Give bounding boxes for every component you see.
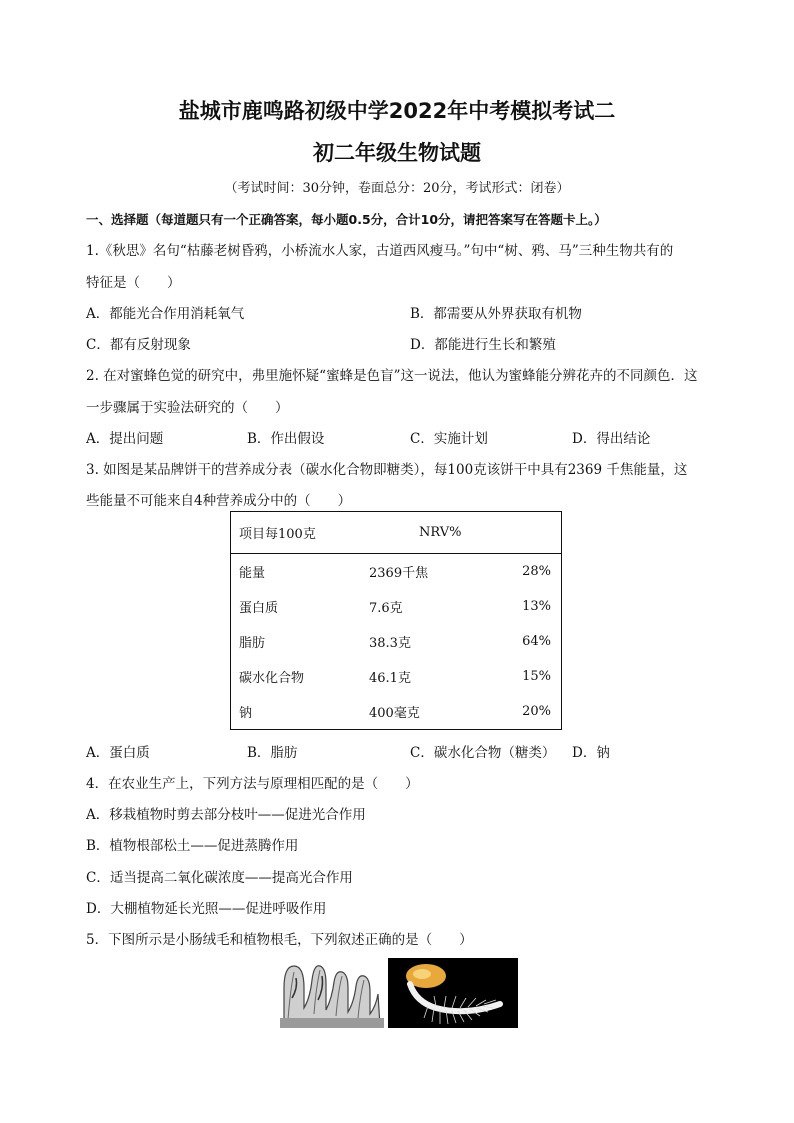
question-3-line-1: 3. 如图是某品牌饼干的营养成分表（碳水化合物即糖类），每100克该饼干中具有2369 千焦能量，这 <box>86 462 688 478</box>
row-name: 脂肪 <box>239 635 266 651</box>
question-1-line-1: 1.《秋思》名句“枯藤老树昏鸦，小桥流水人家，古道西风瘦马。”句中“树、鸦、马”三种生物共有的 <box>86 243 674 259</box>
root-hair-figure <box>388 958 518 1028</box>
intestinal-villi-figure <box>280 958 384 1028</box>
row-name: 碳水化合物 <box>239 670 305 686</box>
question-4-stem: 4．在农业生产上，下列方法与原理相匹配的是（ ） <box>86 776 419 792</box>
row-name: 钠 <box>239 705 253 721</box>
row-nrv: 20% <box>522 703 551 719</box>
question-2-line-1: 2. 在对蜜蜂色觉的研究中，弗里施怀疑“蜜蜂是色盲”这一说法，他认为蜜蜂能分辨花卉的不同颜色．这 <box>86 368 698 384</box>
row-nrv: 13% <box>522 599 551 615</box>
question-1-option-d: D．都能进行生长和繁殖 <box>410 337 556 353</box>
exam-info: （考试时间：30分钟，卷面总分：20分，考试形式：闭卷） <box>224 181 570 196</box>
question-2-option-a: A．提出问题 <box>86 431 164 447</box>
exam-title: 盐城市鹿鸣路初级中学2022年中考模拟考试二 <box>178 99 616 123</box>
nutrition-table-header <box>231 512 562 554</box>
question-1-option-c: C．都有反射现象 <box>86 337 191 353</box>
question-4-option-d: D．大棚植物延长光照——促进呼吸作用 <box>86 901 327 917</box>
row-nrv: 28% <box>522 564 551 580</box>
table-row <box>231 659 562 694</box>
row-nrv: 64% <box>522 633 551 649</box>
row-amount: 7.6克 <box>369 601 403 617</box>
row-amount: 38.3克 <box>369 635 411 651</box>
question-4-option-a: A．移栽植物时剪去部分枝叶——促进光合作用 <box>86 807 366 823</box>
table-row <box>231 589 562 624</box>
question-3-option-b: B．脂肪 <box>247 745 298 761</box>
question-3-option-d: D．钠 <box>572 745 610 761</box>
row-name: 能量 <box>239 566 266 582</box>
question-5-stem: 5．下图所示是小肠绒毛和植物根毛，下列叙述正确的是（ ） <box>86 932 473 948</box>
question-3-line-2: 些能量不可能来自4种营养成分中的（ ） <box>86 493 352 509</box>
question-2-option-d: D．得出结论 <box>572 431 651 447</box>
question-3-option-a: A．蛋白质 <box>86 745 150 761</box>
row-nrv: 15% <box>522 668 551 684</box>
header-item: 项目每100克 <box>239 527 316 542</box>
question-3-option-c: C．碳水化合物（糖类） <box>410 745 556 761</box>
question-1-line-2: 特征是（ ） <box>86 275 181 291</box>
question-4-option-b: B．植物根部松土——促进蒸腾作用 <box>86 838 299 854</box>
row-amount: 46.1克 <box>369 670 411 686</box>
question-2-option-c: C．实施计划 <box>410 431 488 447</box>
row-amount: 400毫克 <box>369 705 420 721</box>
section-heading: 一、选择题（每道题只有一个正确答案，每小题0.5分，合计10分，请把答案写在答题卡上。） <box>86 212 607 227</box>
question-1-option-a: A．都能光合作用消耗氧气 <box>86 306 245 322</box>
table-row <box>231 694 562 730</box>
nutrition-table <box>230 511 562 730</box>
exam-subtitle: 初二年级生物试题 <box>313 141 481 165</box>
row-name: 蛋白质 <box>239 601 279 617</box>
header-nrv: NRV% <box>419 525 462 540</box>
question-2-option-b: B．作出假设 <box>247 431 325 447</box>
row-amount: 2369千焦 <box>369 566 429 582</box>
question-1-option-b: B．都需要从外界获取有机物 <box>410 306 582 322</box>
table-row <box>231 624 562 659</box>
question-4-option-c: C．适当提高二氧化碳浓度——提高光合作用 <box>86 870 353 886</box>
question-2-line-2: 一步骤属于实验法研究的（ ） <box>86 400 289 416</box>
table-row <box>231 554 562 590</box>
